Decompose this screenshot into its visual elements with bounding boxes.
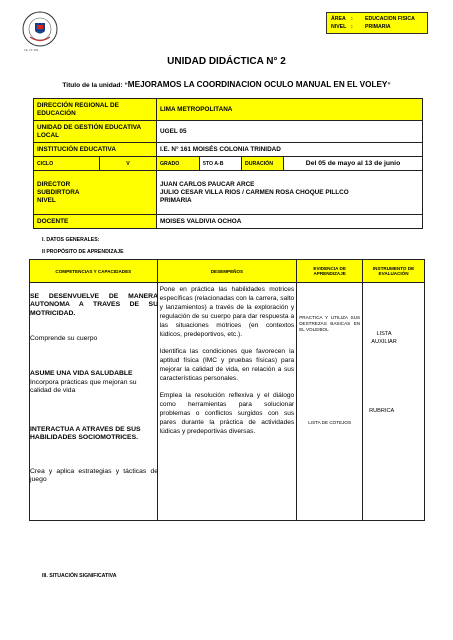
section-datos-generales: I. DATOS GENERALES: [42,237,100,243]
unit-subtitle [0,80,453,89]
subdir-label: SUBDIRTORA [37,188,80,196]
subtitle-suffix: ” [387,82,391,89]
nivel-label: NIVEL [331,24,347,30]
capacidad-3: Crea y aplica estrategias y tácticas de juego [30,468,158,484]
evidencia-1: PRACTICA Y UTILIZA SUS DESTREZAS BASICAS EN EL VOLEIBOL [299,315,361,333]
nivel-value: PRIMARIA [365,24,391,30]
desempeno-3: Emplea la resolución reflexiva y el diálogo como herramientas para solucionar problemas o conflictos surgidos con sus pares durante la práctica de actividades lúdicas y predeportivas diversas. [159,392,295,435]
section-situacion: III. SITUACIÓN SIGNIFICATIVA [42,573,117,579]
nivel-colon: : [351,24,353,30]
competencia-2: ASUME UNA VIDA SALUDABLE [30,370,133,377]
nivel-row-label: NIVEL [37,196,56,204]
subtitle-prefix: Titulo de la unidad: “ [62,82,128,89]
ie-value: I.E. N° 161 MOISÉS COLONIA TRINIDAD [157,143,423,157]
page-title: UNIDAD DIDÁCTICA N° 2 [167,56,286,67]
duracion-value: Del 05 de mayo al 13 de junio [284,157,423,171]
grado-value: 5TO A-B [200,157,242,171]
general-info-table [33,98,423,229]
area-label: ÁREA [331,16,346,22]
instrumento-2: RUBRICA [369,408,395,414]
evidencia-2: LISTA DE COTEJOS [308,420,352,425]
capacidad-2: Incorpora prácticas que mejoran su calidad de vida [30,379,137,395]
desempeno-1: Pone en práctica las habilidades motrices específicas (relacionadas con la carrera, salto y lanzamientos) a través de la exploración y regulación de su cuerpo para dar respuesta a las situaciones motrices (en contextos lúdicos, predeportivos, etc.). [159,286,295,338]
director-label: DIRECTOR [37,180,71,188]
ciclo-label: CICLO [34,157,100,171]
capacidad-1: Comprende su cuerpo [30,335,98,342]
evidencias-cell [297,283,363,521]
area-box [326,12,428,34]
area-colon: : [351,16,353,22]
ciclo-value: V [100,157,157,171]
ugel-value: UGEL 05 [157,121,423,143]
desempenos-cell [157,283,297,521]
header-instrumento: INSTRUMENTO DE EVALUACIÓN [363,260,425,283]
header-desempenos: DESEMPEÑOS [157,260,297,283]
competencia-3: INTERACTUA A ATRAVES DE SUS HABILIDADES SOCIOMOTRICES. [30,426,141,442]
grado-label: GRADO [157,157,200,171]
header-competencias: COMPETENCIAS Y CAPACIDADES [30,260,158,283]
instrumentos-cell [363,283,425,521]
school-logo [22,11,58,47]
subdir-value: JULIO CESAR VILLA RIOS / CARMEN ROSA CHOQUE PILLCO [160,188,349,196]
ugel-label: UNIDAD DE GESTIÓN EDUCATIVA LOCAL [34,121,157,143]
desempeno-2: Identifica las condiciones que favorecen la aptitud física (IMC y pruebas físicas) para mejorar la calidad de vida, en relación a sus características personales. [159,348,295,382]
authorities-labels [34,171,157,215]
subtitle-main: MEJORAMOS LA COORDINACION OCULO MANUAL EN EL VOLEY [127,80,388,89]
dre-value: LIMA METROPOLITANA [157,99,423,121]
instrumento-1: LISTA AUXILIAR [371,331,397,345]
docente-label: DOCENTE [34,215,157,229]
nivel-row-value: PRIMARIA [160,196,192,204]
header-evidencia: EVIDENCIA DE APRENDIZAJE [297,260,363,283]
authorities-values [157,171,423,215]
competencia-1: SE DESENVUELVE DE MANERA AUTONOMA A TRAVES DE SU MOTRICIDAD. [30,293,158,317]
section-proposito: II PROPÓSITO DE APRENDIZAJE [42,249,124,255]
duracion-label: DURACIÓN [242,157,284,171]
docente-value: MOISES VALDIVIA OCHOA [157,215,423,229]
ie-label: INSTITUCIÓN EDUCATIVA [34,143,157,157]
director-value: JUAN CARLOS PAUCAR ARCE [160,180,255,188]
logo-caption: I.E. N° 161 [24,48,39,52]
dre-label: DIRECCIÓN REGIONAL DE EDUCACIÓN [34,99,157,121]
area-value: EDUCACION FISICA [365,16,415,22]
